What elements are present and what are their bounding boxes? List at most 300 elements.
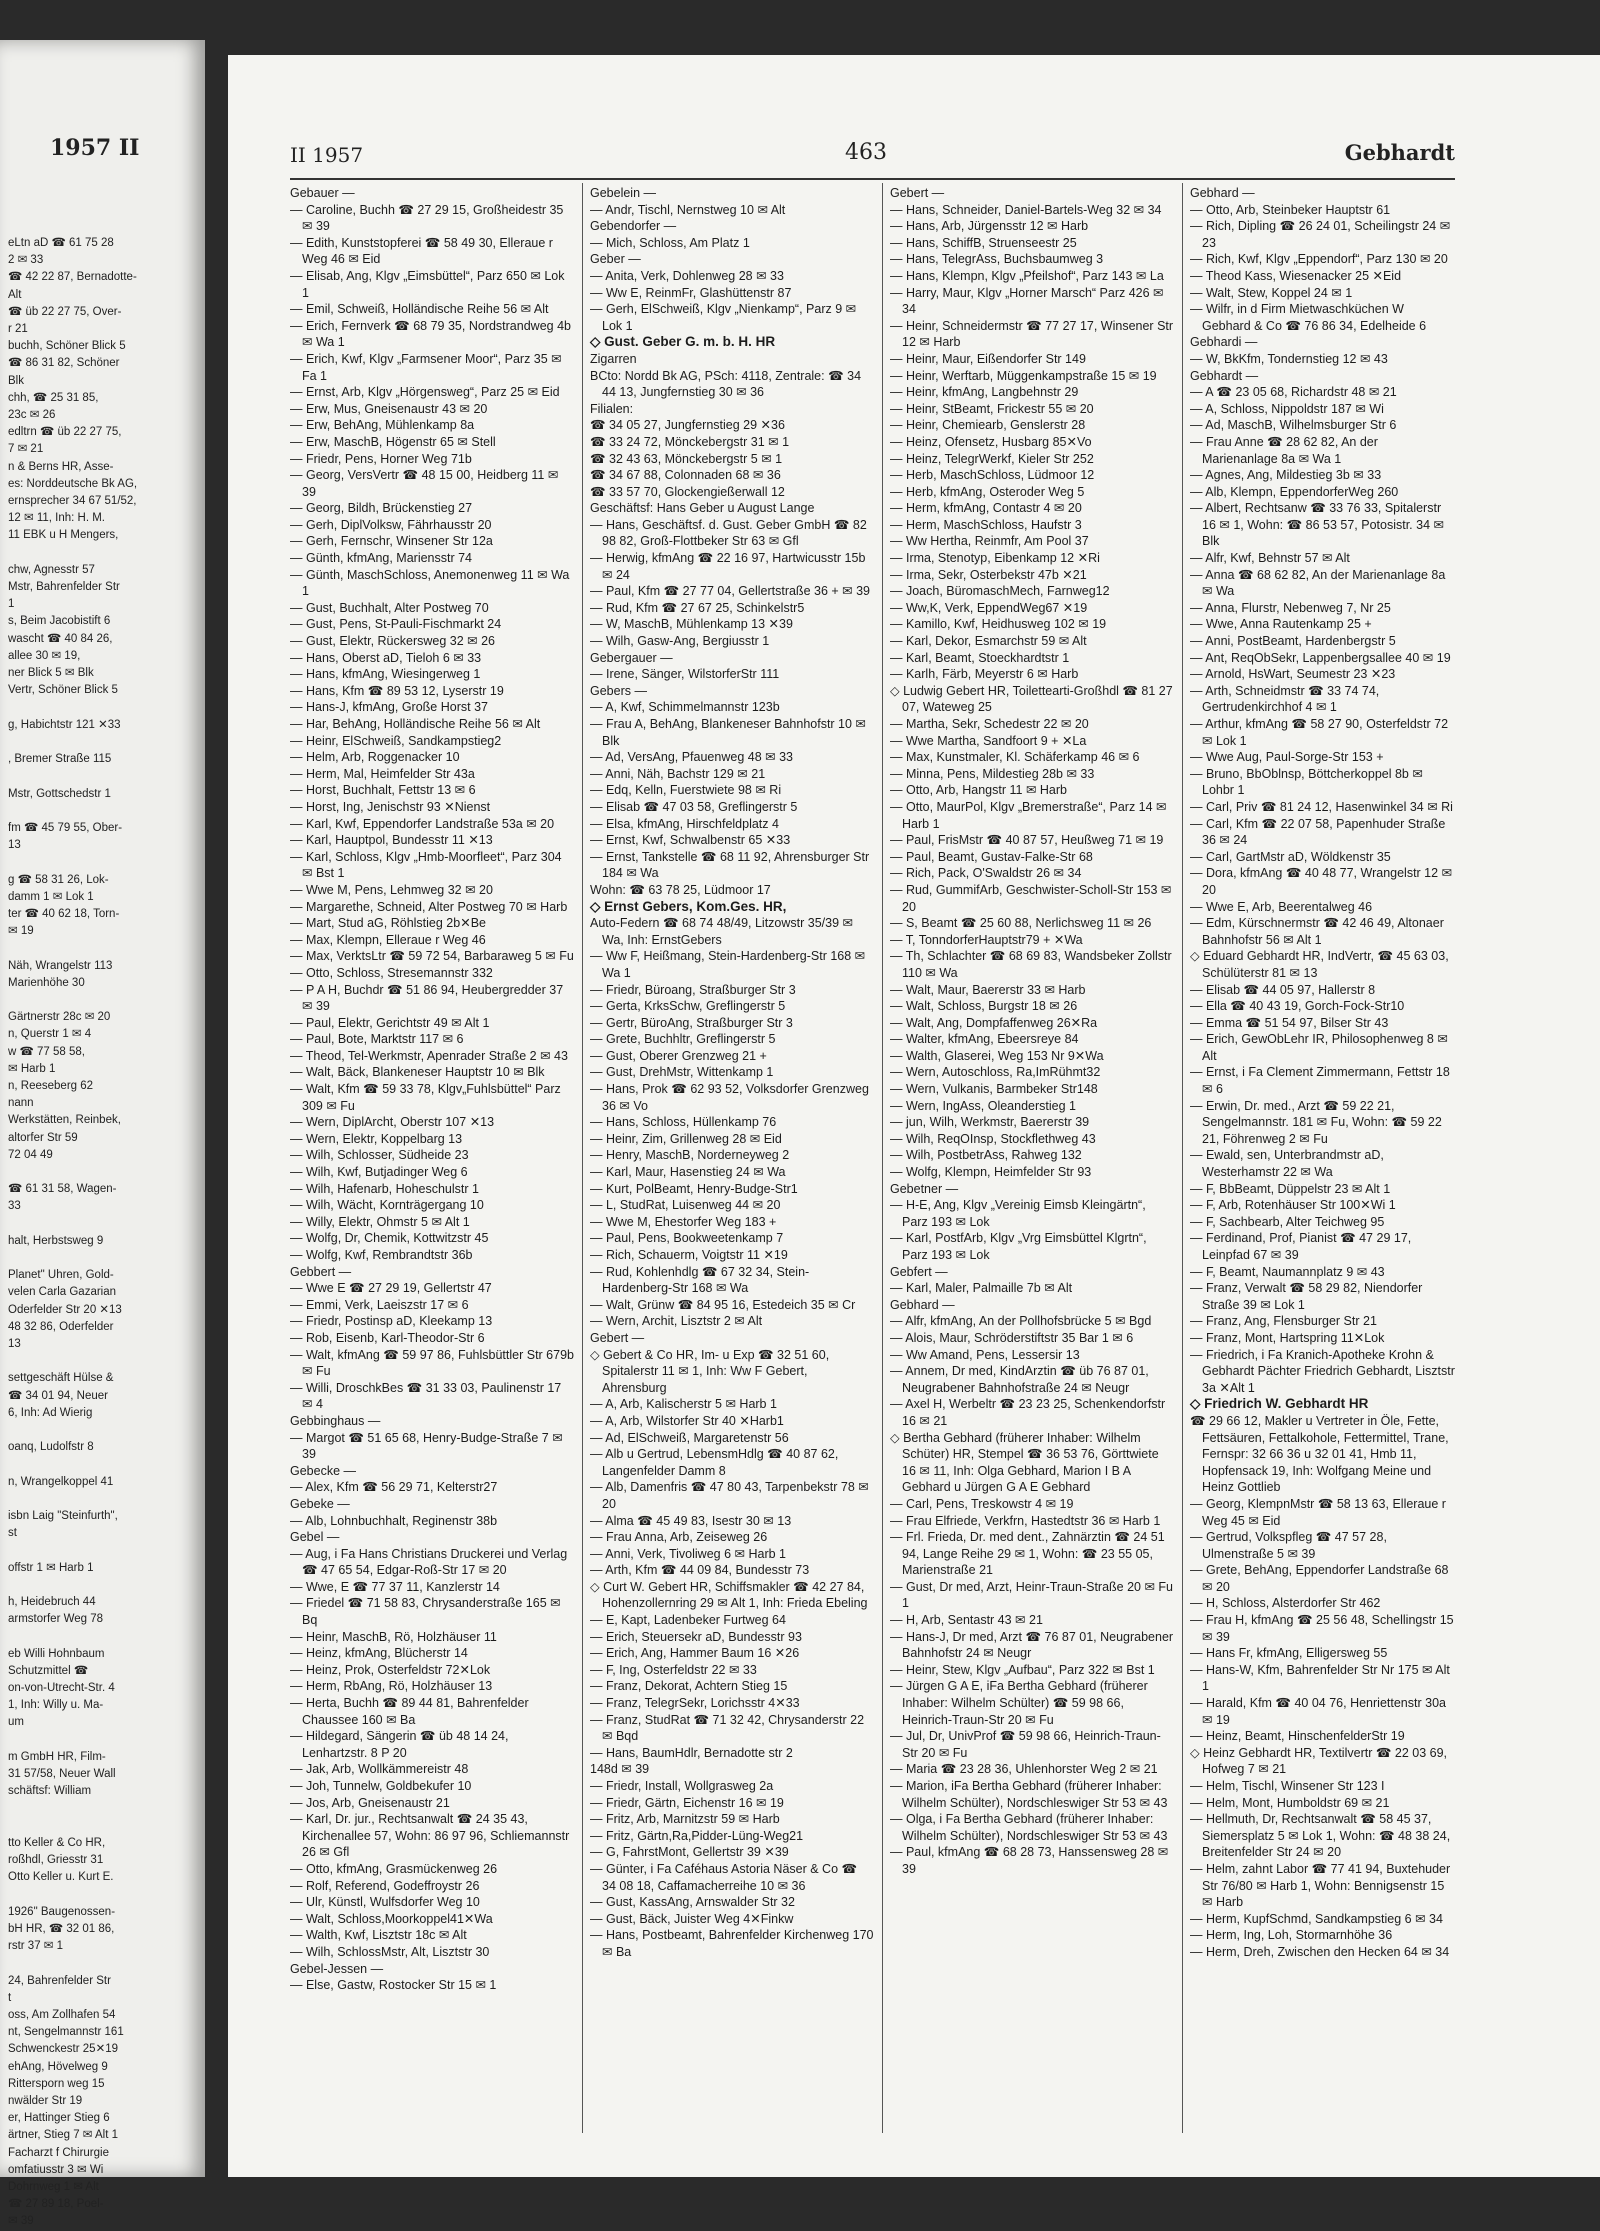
left-page-line: edltrn ☎ üb 22 27 75, <box>8 426 122 439</box>
directory-entry: — H-E, Ang, Klgv „Vereinig Eimsb Kleingärtn“, Parz 193 ✉ Lok <box>890 1198 1146 1229</box>
right-page <box>228 55 1600 2177</box>
left-page-line <box>8 992 200 1009</box>
directory-entry: — Georg, KlempnMstr ☎ 58 13 63, Elleraue r Weg 45 ✉ Eid <box>1190 1496 1446 1528</box>
left-page-line: ☎ 61 31 58, Wagen- <box>8 1183 117 1196</box>
directory-entry: BCto: Nordd Bk AG, PSch: 4118, Zentrale: ☎ 34 44 13, Jungfernstieg 30 ✉ 36 <box>590 368 862 400</box>
directory-entry: — Paul, Kfm ☎ 27 77 04, Gellertstraße 36 + ✉ 39 <box>590 584 870 599</box>
left-page-line: ✉ Harb 1 <box>8 1062 56 1075</box>
directory-entry: Gebel-Jessen — <box>290 1961 384 1976</box>
directory-entry: — Wwe Aug, Paul-Sorge-Str 153 + <box>1190 750 1384 765</box>
directory-entry: Gebert — <box>590 1330 645 1345</box>
directory-entry: — Erich, Fernverk ☎ 68 79 35, Nordstrandweg 4b ✉ Wa 1 <box>290 318 571 350</box>
left-page-line: eb Willi Hohnbaum <box>8 1647 105 1660</box>
left-page-line: eLtn aD ☎ 61 75 28 <box>8 237 114 249</box>
directory-entry: Gebers — <box>590 683 647 698</box>
left-page-line: Mstr, Bahrenfelder Str <box>8 581 120 594</box>
directory-entry: — Gust, Oberer Grenzweg 21 + <box>590 1048 767 1063</box>
directory-entry: — Irma, Sekr, Osterbekstr 47b ✕21 <box>890 567 1087 582</box>
directory-entry: — Karl, Kwf, Eppendorfer Landstraße 53a ✉ 20 <box>290 816 555 831</box>
directory-entry: — Karl, Schloss, Klgv „Hmb-Moorfleet“, Parz 304 ✉ Bst 1 <box>290 849 562 881</box>
directory-entry: — Horst, Buchhalt, Fettstr 13 ✉ 6 <box>290 783 476 798</box>
directory-entry: — Max, Kunstmaler, Kl. Schäferkamp 46 ✉ 6 <box>890 750 1140 765</box>
directory-entry: — Ewald, sen, Unterbrandmstr aD, Westerhamstr 22 ✉ Wa <box>1190 1148 1384 1180</box>
directory-entry: — Friedr, Pens, Horner Weg 71b <box>290 451 472 466</box>
directory-entry: — Ernst, Kwf, Schwalbenstr 65 ✕33 <box>590 833 791 848</box>
directory-entry: — Hans, Geschäftsf. d. Gust. Geber GmbH ☎ 82 98 82, Groß-Flottbeker Str 63 ✉ Gfl <box>590 517 867 549</box>
directory-entry: — Joh, Tunnelw, Goldbekufer 10 <box>290 1779 472 1793</box>
left-page-line: rstr 37 ✉ 1 <box>8 1940 64 1953</box>
directory-entry: — F, Sachbearb, Alter Teichweg 95 <box>1190 1214 1385 1229</box>
directory-entry: — Rolf, Referend, Godeffroystr 26 <box>290 1878 480 1893</box>
directory-entry: — Franz, TelegrSekr, Lorichsstr 4✕33 <box>590 1696 800 1711</box>
directory-entry: — Herta, Buchh ☎ 89 44 81, Bahrenfelder Chaussee 160 ✉ Ba <box>290 1696 529 1727</box>
directory-entry: — Agnes, Ang, Mildestieg 3b ✉ 33 <box>1190 468 1382 483</box>
directory-entry: — Alfr, Kwf, Behnstr 57 ✉ Alt <box>1190 551 1350 566</box>
directory-entry: — Wern, DiplArcht, Oberstr 107 ✕13 <box>290 1115 495 1130</box>
directory-entry: — Wwe E ☎ 27 29 19, Gellertstr 47 <box>290 1281 492 1296</box>
left-page-line: ☎ 34 01 94, Neuer <box>8 1389 108 1402</box>
directory-entry: — Fritz, Gärtn,Ra,Pidder-Lüng-Weg21 <box>590 1828 804 1843</box>
directory-entry: Gebetner — <box>890 1181 959 1196</box>
directory-entry: — Frau Elfriede, Verkfrn, Hastedtstr 36 ✉ Harb 1 <box>890 1513 1161 1528</box>
directory-entry: — Otto, Schloss, Stresemannstr 332 <box>290 965 493 980</box>
directory-entry: — Walt, Stew, Koppel 24 ✉ 1 <box>1190 285 1353 300</box>
directory-entry: — Max, Klempn, Elleraue r Weg 46 <box>290 932 486 947</box>
directory-entry: — Walth, Kwf, Lisztstr 18c ✉ Alt <box>290 1928 467 1943</box>
directory-entry: Gebhardt — <box>1190 368 1259 383</box>
directory-entry: ☎ 33 24 72, Mönckebergstr 31 ✉ 1 <box>590 434 790 449</box>
left-page-line: Rittersporn weg 15 <box>8 2077 105 2090</box>
left-page-line <box>8 1353 200 1370</box>
directory-entry: — Ad, MaschB, Wilhelmsburger Str 6 <box>1190 418 1397 433</box>
directory-entry: — Herm, KupfSchmd, Sandkampstieg 6 ✉ 34 <box>1190 1911 1443 1926</box>
directory-entry: — Hans Fr, kfmAng, Elligersweg 55 <box>1190 1646 1388 1661</box>
directory-entry: — Ad, VersAng, Pfauenweg 48 ✉ 33 <box>590 750 793 765</box>
directory-entry: — Wilh, Gasw-Ang, Bergiusstr 1 <box>590 634 770 649</box>
directory-entry: — Irene, Sänger, WilstorferStr 111 <box>590 667 780 682</box>
left-page-line: 48 32 86, Oderfelder <box>8 1320 114 1333</box>
directory-entry: — Friedr, Postinsp aD, Kleekamp 13 <box>290 1314 493 1329</box>
left-page-line <box>8 1250 200 1267</box>
directory-entry: ◇ Eduard Gebhardt HR, IndVertr, ☎ 45 63 03, Schülüterstr 81 ✉ 13 <box>1190 949 1449 980</box>
left-page-line: 6, Inh: Ad Wierig <box>8 1406 93 1419</box>
directory-entry: — Ww E, ReinmFr, Glashüttenstr 87 <box>590 285 792 300</box>
directory-entry: — Annem, Dr med, KindArztin ☎ üb 76 87 01, Neugrabener Bahnhofstraße 24 ✉ Neugr <box>890 1364 1149 1395</box>
directory-entry: — Herm, RbAng, Rö, Holzhäuser 13 <box>290 1679 493 1694</box>
directory-entry: — Wern, Archit, Lisztstr 2 ✉ Alt <box>590 1314 763 1329</box>
directory-entry: — Frau Anna, Arb, Zeiseweg 26 <box>590 1530 768 1545</box>
directory-entry: — Wolfg, Klempn, Heimfelder Str 93 <box>890 1165 1092 1180</box>
directory-entry: — Jos, Arb, Gneisenaustr 21 <box>290 1795 450 1810</box>
left-page-line: t <box>8 1991 12 2004</box>
left-page-line <box>8 1542 200 1559</box>
directory-entry: — Rud, GummifArb, Geschwister-Scholl-Str 153 ✉ 20 <box>890 882 1172 914</box>
directory-entry: — Hans, BaumHdlr, Bernadotte str 2 <box>590 1745 793 1760</box>
left-page-line <box>8 699 200 716</box>
directory-entry: — Andr, Tischl, Nernstweg 10 ✉ Alt <box>590 202 786 217</box>
directory-entry: — Heinr, kfmAng, Langbehnstr 29 <box>890 385 1079 400</box>
left-page-line: ter ☎ 40 62 18, Torn- <box>8 907 120 920</box>
directory-entry: — Friedrich, i Fa Kranich-Apotheke Krohn & Gebhardt Pächter Friedrich Gebhardt, Lisztstr 3a ✕Alt 1 <box>1190 1347 1455 1395</box>
directory-entry: — Herm, Dreh, Zwischen den Hecken 64 ✉ 34 <box>1190 1944 1450 1959</box>
page-number: 463 <box>845 140 887 165</box>
directory-entry: — Franz, Ang, Flensburger Str 21 <box>1190 1314 1377 1329</box>
directory-entry: Gebhard — <box>1190 186 1255 200</box>
directory-entry: — Dora, kfmAng ☎ 40 48 77, Wrangelstr 12 ✉ 20 <box>1190 866 1453 897</box>
directory-entry: Gebfert — <box>890 1264 948 1279</box>
directory-entry: — Friedr, Install, Wollgrasweg 2a <box>590 1779 774 1793</box>
directory-entry: — Wilh, SchlossMstr, Alt, Lisztstr 30 <box>290 1944 490 1959</box>
directory-entry: — Har, BehAng, Holländische Reihe 56 ✉ Alt <box>290 717 541 731</box>
left-page-line: 23c ✉ 26 <box>8 409 56 422</box>
directory-entry: — Franz, Mont, Hartspring 11✕Lok <box>1190 1330 1385 1345</box>
directory-entry: — Alex, Kfm ☎ 56 29 71, Kelterstr27 <box>290 1480 498 1495</box>
directory-entry: — Alfr, kfmAng, An der Pollhofsbrücke 5 ✉ Bgd <box>890 1314 1152 1329</box>
directory-entry: — Heinr, Chemiearb, Genslerstr 28 <box>890 418 1086 433</box>
directory-entry: — Wilh, PostbetrAss, Rahweg 132 <box>890 1148 1082 1163</box>
left-page-line <box>8 1628 200 1645</box>
directory-entry: — Elisab ☎ 44 05 97, Hallerstr 8 <box>1190 982 1376 997</box>
left-page-line: armstorfer Weg 78 <box>8 1613 104 1626</box>
directory-entry: — Alb, Klempn, EppendorferWeg 260 <box>1190 484 1399 499</box>
directory-entry: — Walt, Grünw ☎ 84 95 16, Estedeich 35 ✉ Cr <box>590 1297 856 1312</box>
left-page-line: 24, Bahrenfelder Str <box>8 1974 111 1987</box>
left-page-line: velen Carla Gazarian <box>8 1286 117 1299</box>
directory-entry: Gebhardi — <box>1190 335 1258 350</box>
running-head-right: Gebhardt <box>1344 140 1455 165</box>
directory-entry: — Elsa, kfmAng, Hirschfeldplatz 4 <box>590 816 779 831</box>
left-page-line: Werkstätten, Reinbek, <box>8 1114 121 1127</box>
directory-entry: — Paul, FrisMstr ☎ 40 87 57, Heußweg 71 ✉ 19 <box>890 833 1164 848</box>
firm-entry: ◇ Gust. Geber G. m. b. H. HR <box>590 334 776 350</box>
directory-entry: — Hans, Prok ☎ 62 93 52, Volksdorfer Grenzweg 36 ✉ Vo <box>590 1082 869 1113</box>
directory-entry: — Erw, Mus, Gneisenaustr 43 ✉ 20 <box>290 401 488 416</box>
directory-entry: — Minna, Pens, Mildestieg 28b ✉ 33 <box>890 766 1095 781</box>
left-page-line <box>8 803 200 820</box>
directory-entry: — Wwe M, Pens, Lehmweg 32 ✉ 20 <box>290 882 493 897</box>
directory-entry: — Friedel ☎ 71 58 83, Chrysanderstraße 165 ✉ Bq <box>290 1596 561 1628</box>
left-page-line: buchh, Schöner Blick 5 <box>8 340 126 353</box>
left-page-line: Otto Keller u. Kurt E. <box>8 1871 114 1884</box>
directory-entry: — Anni, PostBeamt, Hardenbergstr 5 <box>1190 634 1396 649</box>
directory-entry: — Hellmuth, Dr, Rechtsanwalt ☎ 58 45 37, Siemersplatz 5 ✉ Lok 1, Wohn: ☎ 48 38 24, Breitenfelder Str 24 ✉ 20 <box>1190 1812 1451 1860</box>
directory-entry: — W, MaschB, Mühlenkamp 13 ✕39 <box>590 617 793 632</box>
left-page-line: m GmbH HR, Film- <box>8 1750 106 1763</box>
left-page-line: Gärtnerstr 28c ✉ 20 <box>8 1011 111 1024</box>
left-page-line: Oderfelder Str 20 ✕13 <box>8 1303 122 1316</box>
left-page-line <box>8 854 200 871</box>
directory-entry: — Erich, GewObLehr IR, Philosophenweg 8 ✉ Alt <box>1190 1032 1448 1063</box>
directory-entry: — Karl, Beamt, Stoeckhardtstr 1 <box>890 650 1070 665</box>
directory-entry: — Maria ☎ 23 28 36, Uhlenhorster Weg 2 ✉ 21 <box>890 1762 1158 1777</box>
directory-entry: — Jul, Dr, UnivProf ☎ 59 98 66, Heinrich-Traun-Str 20 ✉ Fu <box>890 1729 1161 1760</box>
directory-entry: — A, Arb, Kalischerstr 5 ✉ Harb 1 <box>590 1397 777 1412</box>
directory-entry: — P A H, Buchdr ☎ 51 86 94, Heubergredder 37 ✉ 39 <box>290 982 564 1014</box>
directory-entry: — Gerh, DiplVolksw, Fährhausstr 20 <box>290 517 492 532</box>
directory-entry: Geber — <box>590 252 641 267</box>
directory-entry: — Georg, VersVertr ☎ 48 15 00, Heidberg 11 ✉ 39 <box>290 468 559 499</box>
left-page-line: ✉ 39 <box>8 2215 34 2228</box>
directory-entry: — Ernst, i Fa Clement Zimmermann, Fettstr 18 ✉ 6 <box>1190 1065 1450 1097</box>
directory-entry: — F, Arb, Rotenhäuser Str 100✕Wi 1 <box>1190 1198 1396 1213</box>
directory-entry: — Hans-W, Kfm, Bahrenfelder Str Nr 175 ✉ Alt 1 <box>1190 1662 1450 1694</box>
directory-entry: — F, Ing, Osterfeldstr 22 ✉ 33 <box>590 1662 757 1677</box>
directory-entry: — Alois, Maur, Schröderstiftstr 35 Bar 1 ✉ 6 <box>890 1330 1134 1345</box>
directory-entry: — Jak, Arb, Wollkämmereistr 48 <box>290 1762 469 1777</box>
directory-entry: Gebendorfer — <box>590 219 677 234</box>
directory-entry: — Frau A, BehAng, Blankeneser Bahnhofstr 10 ✉ Blk <box>590 717 866 748</box>
directory-entry: — Wwe M, Ehestorfer Weg 183 + <box>590 1214 777 1229</box>
left-page-line: n & Berns HR, Asse- <box>8 460 114 473</box>
left-page-line <box>8 1491 200 1508</box>
directory-entry: — Hans, TelegrAss, Buchsbaumweg 3 <box>890 252 1104 267</box>
directory-entry: — Paul, Beamt, Gustav-Falke-Str 68 <box>890 849 1093 864</box>
left-page-line: 11 EBK u H Mengers, <box>8 529 119 542</box>
left-page-line: nwälder Str 19 <box>8 2094 83 2107</box>
directory-entry: — Rud, Kohlenhdlg ☎ 67 32 34, Stein-Hardenberg-Str 168 ✉ Wa <box>590 1264 810 1296</box>
directory-entry: — Erich, Ang, Hammer Baum 16 ✕26 <box>590 1646 800 1661</box>
directory-entry: — Erw, BehAng, Mühlenkamp 8a <box>290 418 475 433</box>
directory-entry: — Friedr, Büroang, Straßburger Str 3 <box>590 982 796 997</box>
left-page-line <box>8 1164 200 1181</box>
directory-entry: — Ella ☎ 40 43 19, Gorch-Fock-Str10 <box>1190 999 1405 1014</box>
directory-entry: ☎ 33 57 70, Glockengießerwall 12 <box>590 484 785 499</box>
directory-entry: — Carl, Priv ☎ 81 24 12, Hasenwinkel 34 ✉ Ri <box>1190 799 1453 814</box>
directory-entry: — Gertrud, Volkspfleg ☎ 47 57 28, Ulmenstraße 5 ✉ 39 <box>1190 1530 1387 1561</box>
directory-entry: Gebauer — <box>290 186 355 200</box>
directory-entry: — Hans, SchiffB, Struenseestr 25 <box>890 235 1077 250</box>
directory-entry: — Gust, Pens, St-Pauli-Fischmarkt 24 <box>290 617 502 632</box>
directory-entry: Gebergauer — <box>590 650 673 665</box>
left-page-line: w ☎ 77 58 58, <box>8 1045 85 1058</box>
directory-entry: — Alb, Lohnbuchhalt, Reginenstr 38b <box>290 1513 498 1528</box>
left-page-header: 1957 II <box>50 135 140 161</box>
directory-entry: — Paul, kfmAng ☎ 68 28 73, Hanssensweg 28 ✉ 39 <box>890 1845 1169 1876</box>
header-rule <box>290 178 1455 180</box>
directory-entry: — Herm, Ing, Loh, Stormarnhöhe 36 <box>1190 1928 1393 1943</box>
directory-entry: — Caroline, Buchh ☎ 27 29 15, Großheidestr 35 ✉ 39 <box>290 202 564 234</box>
left-page-line: Vertr, Schöner Blick 5 <box>8 684 118 697</box>
directory-entry: ◇ Heinz Gebhardt HR, Textilvertr ☎ 22 03 69, Hofweg 7 ✉ 21 <box>1190 1745 1448 1777</box>
directory-entry: — A, Arb, Wilstorfer Str 40 ✕Harb1 <box>590 1413 784 1428</box>
directory-entry: — Paul, Bote, Marktstr 117 ✉ 6 <box>290 1032 464 1047</box>
directory-entry: — Anita, Verk, Dohlenweg 28 ✉ 33 <box>590 268 784 283</box>
directory-entry: — Else, Gastw, Rostocker Str 15 ✉ 1 <box>290 1978 497 1993</box>
directory-entry: — Th, Schlachter ☎ 68 69 83, Wandsbeker Zollstr 110 ✉ Wa <box>890 949 1172 980</box>
directory-entry: Geschäftsf: Hans Geber u August Lange <box>590 501 815 516</box>
directory-entry: — Carl, Kfm ☎ 22 07 58, Papenhuder Straße 36 ✉ 24 <box>1190 816 1446 848</box>
directory-entry: — Hans, Oberst aD, Tieloh 6 ✉ 33 <box>290 650 482 665</box>
directory-entry: — A, Schloss, Nippoldstr 187 ✉ Wi <box>1190 401 1384 416</box>
directory-entry: — Erwin, Dr. med., Arzt ☎ 59 22 21, Sengelmannstr. 181 ✉ Fu, Wohn: ☎ 59 22 21, Föhrenweg 2 ✉ Fu <box>1190 1098 1442 1146</box>
directory-entry: — Heinr, Zim, Grillenweg 28 ✉ Eid <box>590 1131 782 1146</box>
directory-entry: — Ad, ElSchweiß, Margaretenstr 56 <box>590 1430 789 1445</box>
left-page-line: n, Querstr 1 ✉ 4 <box>8 1028 92 1041</box>
directory-entry: — Ferdinand, Prof, Pianist ☎ 47 29 17, Leinpfad 67 ✉ 39 <box>1190 1231 1412 1262</box>
directory-entry: — Ww Hertha, Reinmfr, Am Pool 37 <box>890 534 1089 549</box>
left-page <box>0 40 205 2228</box>
left-page-line: chw, Agnesstr 57 <box>8 563 95 576</box>
directory-entry: — Hans, Schloss, Hüllenkamp 76 <box>590 1115 777 1130</box>
left-page-line: oanq, Ludolfstr 8 <box>8 1441 94 1454</box>
directory-entry: — Theod, Tel-Werkmstr, Apenrader Straße 2 ✉ 43 <box>290 1048 568 1063</box>
directory-entry: — Gust, Buchhalt, Alter Postweg 70 <box>290 600 489 615</box>
directory-entry: — Harald, Kfm ☎ 40 04 76, Henriettenstr 30a ✉ 19 <box>1190 1696 1446 1727</box>
directory-entry: — Karl, Dekor, Esmarchstr 59 ✉ Alt <box>890 634 1087 649</box>
directory-entry: — Karl, PostfArb, Klgv „Vrg Eimsbüttel Klgrtn“, Parz 193 ✉ Lok <box>890 1231 1147 1262</box>
left-page-line: chh, ☎ 25 31 85, <box>8 391 99 404</box>
directory-entry: — Helm, Tischl, Winsener Str 123 I <box>1190 1779 1385 1793</box>
directory-entry: — Ww,K, Verk, EppendWeg67 ✕19 <box>890 600 1088 615</box>
directory-entry: — Anna, Flurstr, Nebenweg 7, Nr 25 <box>1190 600 1391 615</box>
left-page-line: 13 <box>8 1338 21 1350</box>
directory-entry: — Wern, Vulkanis, Barmbeker Str148 <box>890 1082 1098 1097</box>
left-page-line: omfatiusstr 3 ✉ Wi <box>8 2163 104 2176</box>
directory-entry: — Max, VerktsLtr ☎ 59 72 54, Barbaraweg 5 ✉ Fu <box>290 949 574 964</box>
column-divider <box>882 183 883 2133</box>
page-header <box>290 140 1455 177</box>
directory-entry: Gebhard — <box>890 1297 955 1312</box>
left-page-line: ☎ 86 31 82, Schöner <box>8 357 120 370</box>
directory-entry: — Kamillo, Kwf, Heidhusweg 102 ✉ 19 <box>890 617 1107 632</box>
directory-entry: — Hans, Postbeamt, Bahrenfelder Kirchenweg 170 ✉ Ba <box>590 1928 874 1959</box>
directory-entry: — Wilh, Kwf, Butjadinger Weg 6 <box>290 1165 468 1180</box>
directory-entry: — Hildegard, Sängerin ☎ üb 48 14 24, Lenhartzstr. 8 P 20 <box>290 1729 509 1760</box>
directory-entry: — Günter, i Fa Caféhaus Astoria Näser & Co ☎ 34 08 18, Caffamacherreihe 10 ✉ 36 <box>590 1861 858 1893</box>
directory-entry: Gebel — <box>290 1530 340 1545</box>
directory-entry: — Anna ☎ 68 62 82, An der Marienanlage 8a ✉ Wa <box>1190 567 1446 599</box>
directory-entry: — Rud, Kfm ☎ 27 67 25, Schinkelstr5 <box>590 600 805 615</box>
left-page-line: um <box>8 1716 24 1729</box>
directory-entry: — Heinr, Schneidermstr ☎ 77 27 17, Winsener Str 12 ✉ Harb <box>890 318 1174 350</box>
directory-entry: — Mich, Schloss, Am Platz 1 <box>590 235 750 250</box>
directory-entry: — Heinr, StBeamt, Frickestr 55 ✉ 20 <box>890 401 1094 416</box>
directory-entry: — Heinr, MaschB, Rö, Holzhäuser 11 <box>290 1629 497 1644</box>
left-page-line: oss, Am Zollhafen 54 <box>8 2008 116 2021</box>
directory-entry: — Carl, Pens, Treskowstr 4 ✉ 19 <box>890 1496 1074 1511</box>
directory-entry: ◇ Ludwig Gebert HR, Toilettearti-Großhdl ☎ 81 27 07, Wateweg 25 <box>890 683 1173 715</box>
directory-entry: — Gust, Elektr, Rückersweg 32 ✉ 26 <box>290 634 495 649</box>
column-divider <box>1182 183 1183 2133</box>
directory-entry: Zigarren <box>590 351 637 366</box>
left-page-line: r 21 <box>8 323 28 336</box>
left-page-line: 12 ✉ 11, Inh: H. M. <box>8 512 105 525</box>
directory-entry: ☎ 34 67 88, Colonnaden 68 ✉ 36 <box>590 468 781 483</box>
directory-entry: — Bruno, BbOblnsp, Böttcherkoppel 8b ✉ Lohbr 1 <box>1190 766 1423 798</box>
directory-entry: — Heinz, Ofensetz, Husbarg 85✕Vo <box>890 434 1092 449</box>
directory-entry: — Heinr, Stew, Klgv „Aufbau“, Parz 322 ✉ Bst 1 <box>890 1662 1155 1677</box>
directory-entry: — Theod Kass, Wiesenacker 25 ✕Eid <box>1190 268 1402 283</box>
directory-entry: ☎ 29 66 12, Makler u Vertreter in Öle, Fette, Fettsäuren, Fettalkohole, Fettermittel, Trane, Fernspr: 32 66 36 u 32 01 41, Hmb 11, Hopfensack 19, Inh: Wolfgang Meine und Heinz Gottlieb <box>1190 1413 1449 1495</box>
left-page-line: Dohrnweg 1 ✉ Alt <box>8 2180 99 2193</box>
left-page-line: ✉ 19 <box>8 925 34 938</box>
directory-entry: — Hans-J, kfmAng, Große Horst 37 <box>290 700 488 715</box>
left-page-line <box>8 1216 200 1233</box>
directory-entry: — Gust, DrehMstr, Wittenkamp 1 <box>590 1065 774 1080</box>
left-page-line: 7 ✉ 21 <box>8 443 44 456</box>
left-page-line: wascht ☎ 40 84 26, <box>8 632 113 645</box>
left-page-line: ner Blick 5 ✉ Blk <box>8 667 94 680</box>
directory-entry: — Otto, Arb, Steinbeker Hauptstr 61 <box>1190 202 1391 217</box>
directory-entry: — Herwig, kfmAng ☎ 22 16 97, Hartwicusstr 15b ✉ 24 <box>590 551 866 582</box>
directory-entry: — Ant, ReqObSekr, Lappenbergsallee 40 ✉ 19 <box>1190 650 1451 665</box>
directory-entry: — Otto, MaurPol, Klgv „Bremerstraße“, Parz 14 ✉ Harb 1 <box>890 799 1167 831</box>
directory-entry: — H, Arb, Sentastr 43 ✉ 21 <box>890 1613 1043 1628</box>
directory-entry: — Ernst, Tankstelle ☎ 68 11 92, Ahrensburger Str 184 ✉ Wa <box>590 849 870 881</box>
left-page-line: Alt <box>8 288 22 301</box>
directory-entry: — Karl, Maler, Palmaille 7b ✉ Alt <box>890 1281 1073 1296</box>
left-page-line <box>8 1577 200 1594</box>
directory-entry: ◇ Gebert & Co HR, Im- u Exp ☎ 32 51 60, Spitalerstr 11 ✉ 1, Inh: Ww F Gebert, Ahrensburg <box>590 1347 830 1395</box>
directory-entry: — Karl, Hauptpol, Bundesstr 11 ✕13 <box>290 833 493 848</box>
directory-entry: — jun, Wilh, Werkmstr, Baererstr 39 <box>890 1115 1090 1130</box>
left-page-line: ☎ 42 22 87, Bernadotte- <box>8 271 137 284</box>
left-page-line: ernsprecher 34 67 51/52, <box>8 495 137 508</box>
directory-entry: — Hans, Schneider, Daniel-Bartels-Weg 32 ✉ 34 <box>890 202 1162 217</box>
directory-entry: — Gerh, ElSchweiß, Klgv „Nienkamp“, Parz 9 ✉ Lok 1 <box>590 302 857 333</box>
left-page-line <box>8 1955 200 1972</box>
directory-entry: — Rich, Schauerm, Voigtstr 11 ✕19 <box>590 1248 788 1262</box>
directory-entry: — Alb u Gertrud, LebensmHdlg ☎ 40 87 62, Langenfelder Damm 8 <box>590 1447 839 1478</box>
directory-entry: — Hans-J, Dr med, Arzt ☎ 76 87 01, Neugrabener Bahnhofstr 24 ✉ Neugr <box>890 1629 1174 1661</box>
left-page-line: s, Beim Jacobistift 6 <box>8 615 111 628</box>
directory-entry: — Hans, Klempn, Klgv „Pfeilshof“, Parz 143 ✉ La <box>890 268 1164 283</box>
directory-entry: — Wilh, Schlosser, Südheide 23 <box>290 1148 469 1163</box>
left-page-line <box>8 1456 200 1473</box>
left-page-line: Schutzmittel ☎ <box>8 1664 89 1677</box>
directory-entry: — Rich, Pack, O'Swaldstr 26 ✉ 34 <box>890 866 1082 881</box>
directory-entry: — Willy, Elektr, Ohmstr 5 ✉ Alt 1 <box>290 1214 470 1229</box>
directory-entry: — Walt, kfmAng ☎ 59 97 86, Fuhlsbüttler Str 679b ✉ Fu <box>290 1347 574 1379</box>
directory-entry: — Wwe E, Arb, Beerentalweg 46 <box>1190 899 1373 914</box>
directory-entry: — Heinz, kfmAng, Blücherstr 14 <box>290 1646 468 1661</box>
directory-entry: — Walth, Glaserei, Weg 153 Nr 9✕Wa <box>890 1048 1104 1063</box>
running-head-left: II 1957 <box>290 143 364 167</box>
directory-entry: 148d ✉ 39 <box>590 1762 650 1777</box>
left-page-line: h, Heidebruch 44 <box>8 1596 96 1609</box>
directory-entry: — Axel H, Werbeltr ☎ 23 23 25, Schenkendorfstr 16 ✉ 21 <box>890 1397 1166 1428</box>
directory-entry: Auto-Federn ☎ 68 74 48/49, Litzowstr 35/39 ✉ Wa, Inh: ErnstGebers <box>590 916 853 947</box>
directory-entry: — Erw, MaschB, Högenstr 65 ✉ Stell <box>290 434 496 449</box>
left-page-line: Schwenckestr 25✕19 <box>8 2043 118 2056</box>
left-page-line: ☎ 27 89 18, Poel- <box>8 2198 104 2211</box>
directory-entry: — Paul, Pens, Bookweetenkamp 7 <box>590 1231 784 1246</box>
directory-entry: Gebelein — <box>590 186 657 200</box>
left-page-line: Mstr, Gottschedstr 1 <box>8 787 111 800</box>
directory-entry: — Ww Amand, Pens, Lessersir 13 <box>890 1347 1080 1362</box>
directory-entry: Gebeke — <box>290 1496 350 1511</box>
directory-entry: — Edith, Kunststopferei ☎ 58 49 30, Elleraue r Weg 46 ✉ Eid <box>290 235 553 267</box>
directory-entry: — Henry, MaschB, Norderneyweg 2 <box>590 1148 790 1163</box>
directory-entry: — Rob, Eisenb, Karl-Theodor-Str 6 <box>290 1330 485 1345</box>
directory-entry: — Otto, Arb, Hangstr 11 ✉ Harb <box>890 783 1067 798</box>
directory-entry: — Hans, Kfm ☎ 89 53 12, Lyserstr 19 <box>290 683 504 698</box>
directory-entry: — Friedr, Gärtn, Eichenstr 16 ✉ 19 <box>590 1795 784 1810</box>
directory-entry: — Otto, kfmAng, Grasmückenweg 26 <box>290 1861 498 1876</box>
directory-entry: — Joach, BüromaschMech, Farnweg12 <box>890 584 1110 599</box>
directory-entry: — Olga, i Fa Bertha Gebhard (früherer Inhaber: Wilhelm Schülter), Nordschleswiger Str 53 ✉ 43 <box>890 1812 1168 1843</box>
directory-entry: — A, Kwf, Schimmelmannstr 123b <box>590 700 780 715</box>
directory-entry: — Walter, kfmAng, Ebeersreye 84 <box>890 1032 1079 1047</box>
directory-entry: — Karl, Dr. jur., Rechtsanwalt ☎ 24 35 43, Kirchenallee 57, Wohn: 86 97 96, Schliemannstr 26 ✉ Gfl <box>290 1812 570 1860</box>
directory-entry: — Georg, Bildh, Brückenstieg 27 <box>290 501 473 516</box>
directory-entry: — Irma, Stenotyp, Eibenkamp 12 ✕Ri <box>890 551 1100 566</box>
directory-entry: — Rich, Kwf, Klgv „Eppendorf“, Parz 130 ✉ 20 <box>1190 252 1448 267</box>
directory-entry: — Walt, Ang, Dompfaffenweg 26✕Ra <box>890 1015 1098 1030</box>
directory-entry: — Gerta, KrksSchw, Greflingerstr 5 <box>590 999 786 1014</box>
directory-entry: — Walt, Schloss, Burgstr 18 ✉ 26 <box>890 999 1078 1014</box>
directory-entry: — Horst, Ing, Jenischstr 93 ✕Nienst <box>290 799 491 814</box>
